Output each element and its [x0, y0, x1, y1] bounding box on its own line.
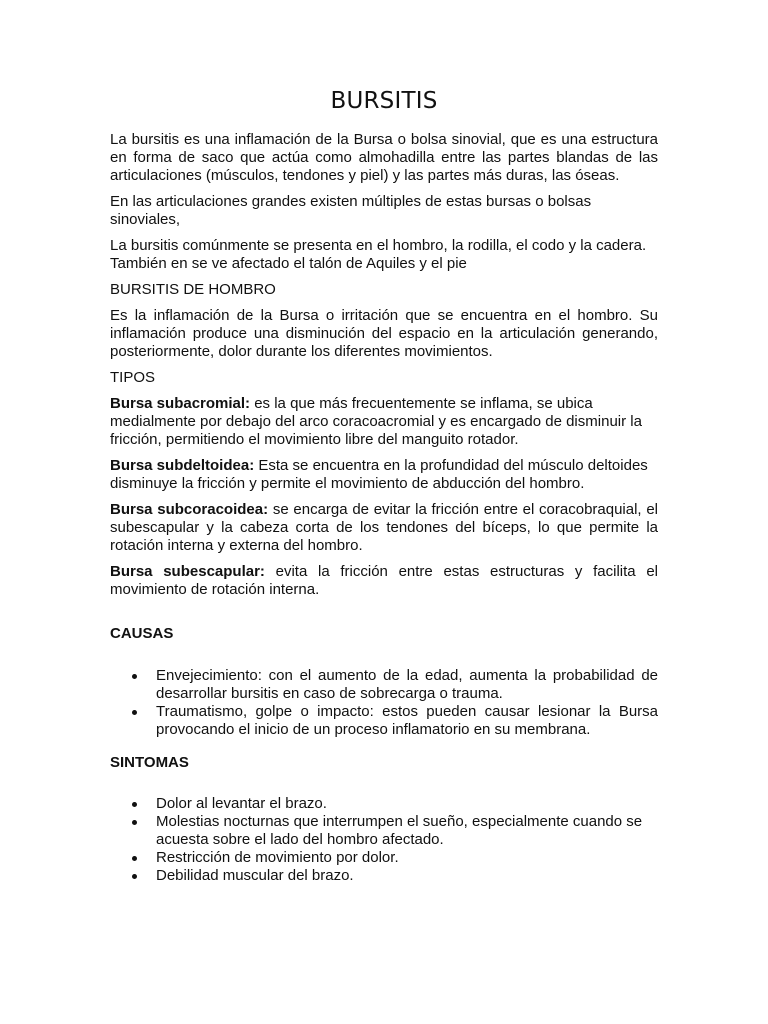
bullet-icon	[132, 874, 137, 879]
intro-paragraph: La bursitis comúnmente se presenta en el hombro, la rodilla, el codo y la cadera. También en se ve afectado el talón de Aquiles y el pie	[110, 237, 647, 272]
type-term: Bursa subcoracoidea:	[110, 501, 269, 518]
intro-paragraph: En las articulaciones grandes existen múltiples de estas bursas o bolsas sinoviales,	[110, 193, 592, 228]
list-item-text: Dolor al levantar el brazo.	[156, 795, 327, 812]
bullet-icon	[132, 674, 137, 679]
document-body	[110, 131, 658, 885]
type-item	[110, 395, 658, 449]
type-description: se encarga de evitar la fricción entre el coracobraquial, el subescapular y la cabeza corta de los tendones del bíceps, lo que permite la rotación interna y externa del hombro.	[110, 501, 658, 554]
list-item-text: Molestias nocturnas que interrumpen el sueño, especialmente cuando se acuesta sobre el lado del hombro afectado.	[156, 813, 643, 848]
type-item	[110, 563, 658, 599]
list-item	[110, 703, 658, 739]
type-item	[110, 457, 658, 493]
type-term: Bursa subdeltoidea:	[110, 457, 255, 474]
list-item-text: Debilidad muscular del brazo.	[156, 867, 354, 884]
symptoms-list	[110, 795, 658, 885]
list-item-text: Envejecimiento: con el aumento de la edad, aumenta la probabilidad de desarrollar bursitis en caso de sobrecarga o trauma.	[156, 667, 658, 702]
list-item	[110, 667, 658, 703]
type-term: Bursa subacromial:	[110, 395, 251, 412]
bullet-icon	[132, 856, 137, 861]
bullet-icon	[132, 710, 137, 715]
document-title: BURSITIS	[330, 88, 438, 114]
type-term: Bursa subescapular:	[110, 563, 265, 580]
list-item	[110, 813, 658, 849]
list-item	[110, 795, 658, 813]
type-description: Esta se encuentra en la profundidad del músculo deltoides disminuye la fricción y permite el movimiento de abducción del hombro.	[110, 457, 648, 492]
intro-paragraph: La bursitis es una inflamación de la Bursa o bolsa sinovial, que es una estructura en forma de saco que actúa como almohadilla entre las partes blandas de las articulaciones (músculos, tendones y piel) y las partes más duras, las óseas.	[110, 131, 658, 184]
causes-list	[110, 667, 658, 739]
type-description: evita la fricción entre estas estructuras y facilita el movimiento de rotación interna.	[110, 563, 658, 598]
shoulder-description: Es la inflamación de la Bursa o irritación que se encuentra en el hombro. Su inflamación produce una disminución del espacio en la articulación generando, posteriormente, dolor durante los diferentes movimientos.	[110, 307, 658, 360]
causes-heading: CAUSAS	[110, 625, 174, 642]
bullet-icon	[132, 802, 137, 807]
bullet-icon	[132, 820, 137, 825]
list-item-text: Traumatismo, golpe o impacto: estos pueden causar lesionar la Bursa provocando el inicio de un proceso inflamatorio en su membrana.	[156, 703, 658, 738]
list-item	[110, 867, 658, 885]
list-item-text: Restricción de movimiento por dolor.	[156, 849, 399, 866]
types-heading: TIPOS	[110, 369, 156, 386]
type-item	[110, 501, 658, 555]
type-description: es la que más frecuentemente se inflama, se ubica medialmente por debajo del arco coracoacromial y es encargado de disminuir la fricción, permitiendo el movimiento libre del manguito rotador.	[110, 395, 642, 448]
list-item	[110, 849, 658, 867]
shoulder-heading: BURSITIS DE HOMBRO	[110, 281, 276, 298]
symptoms-heading: SINTOMAS	[110, 754, 189, 771]
